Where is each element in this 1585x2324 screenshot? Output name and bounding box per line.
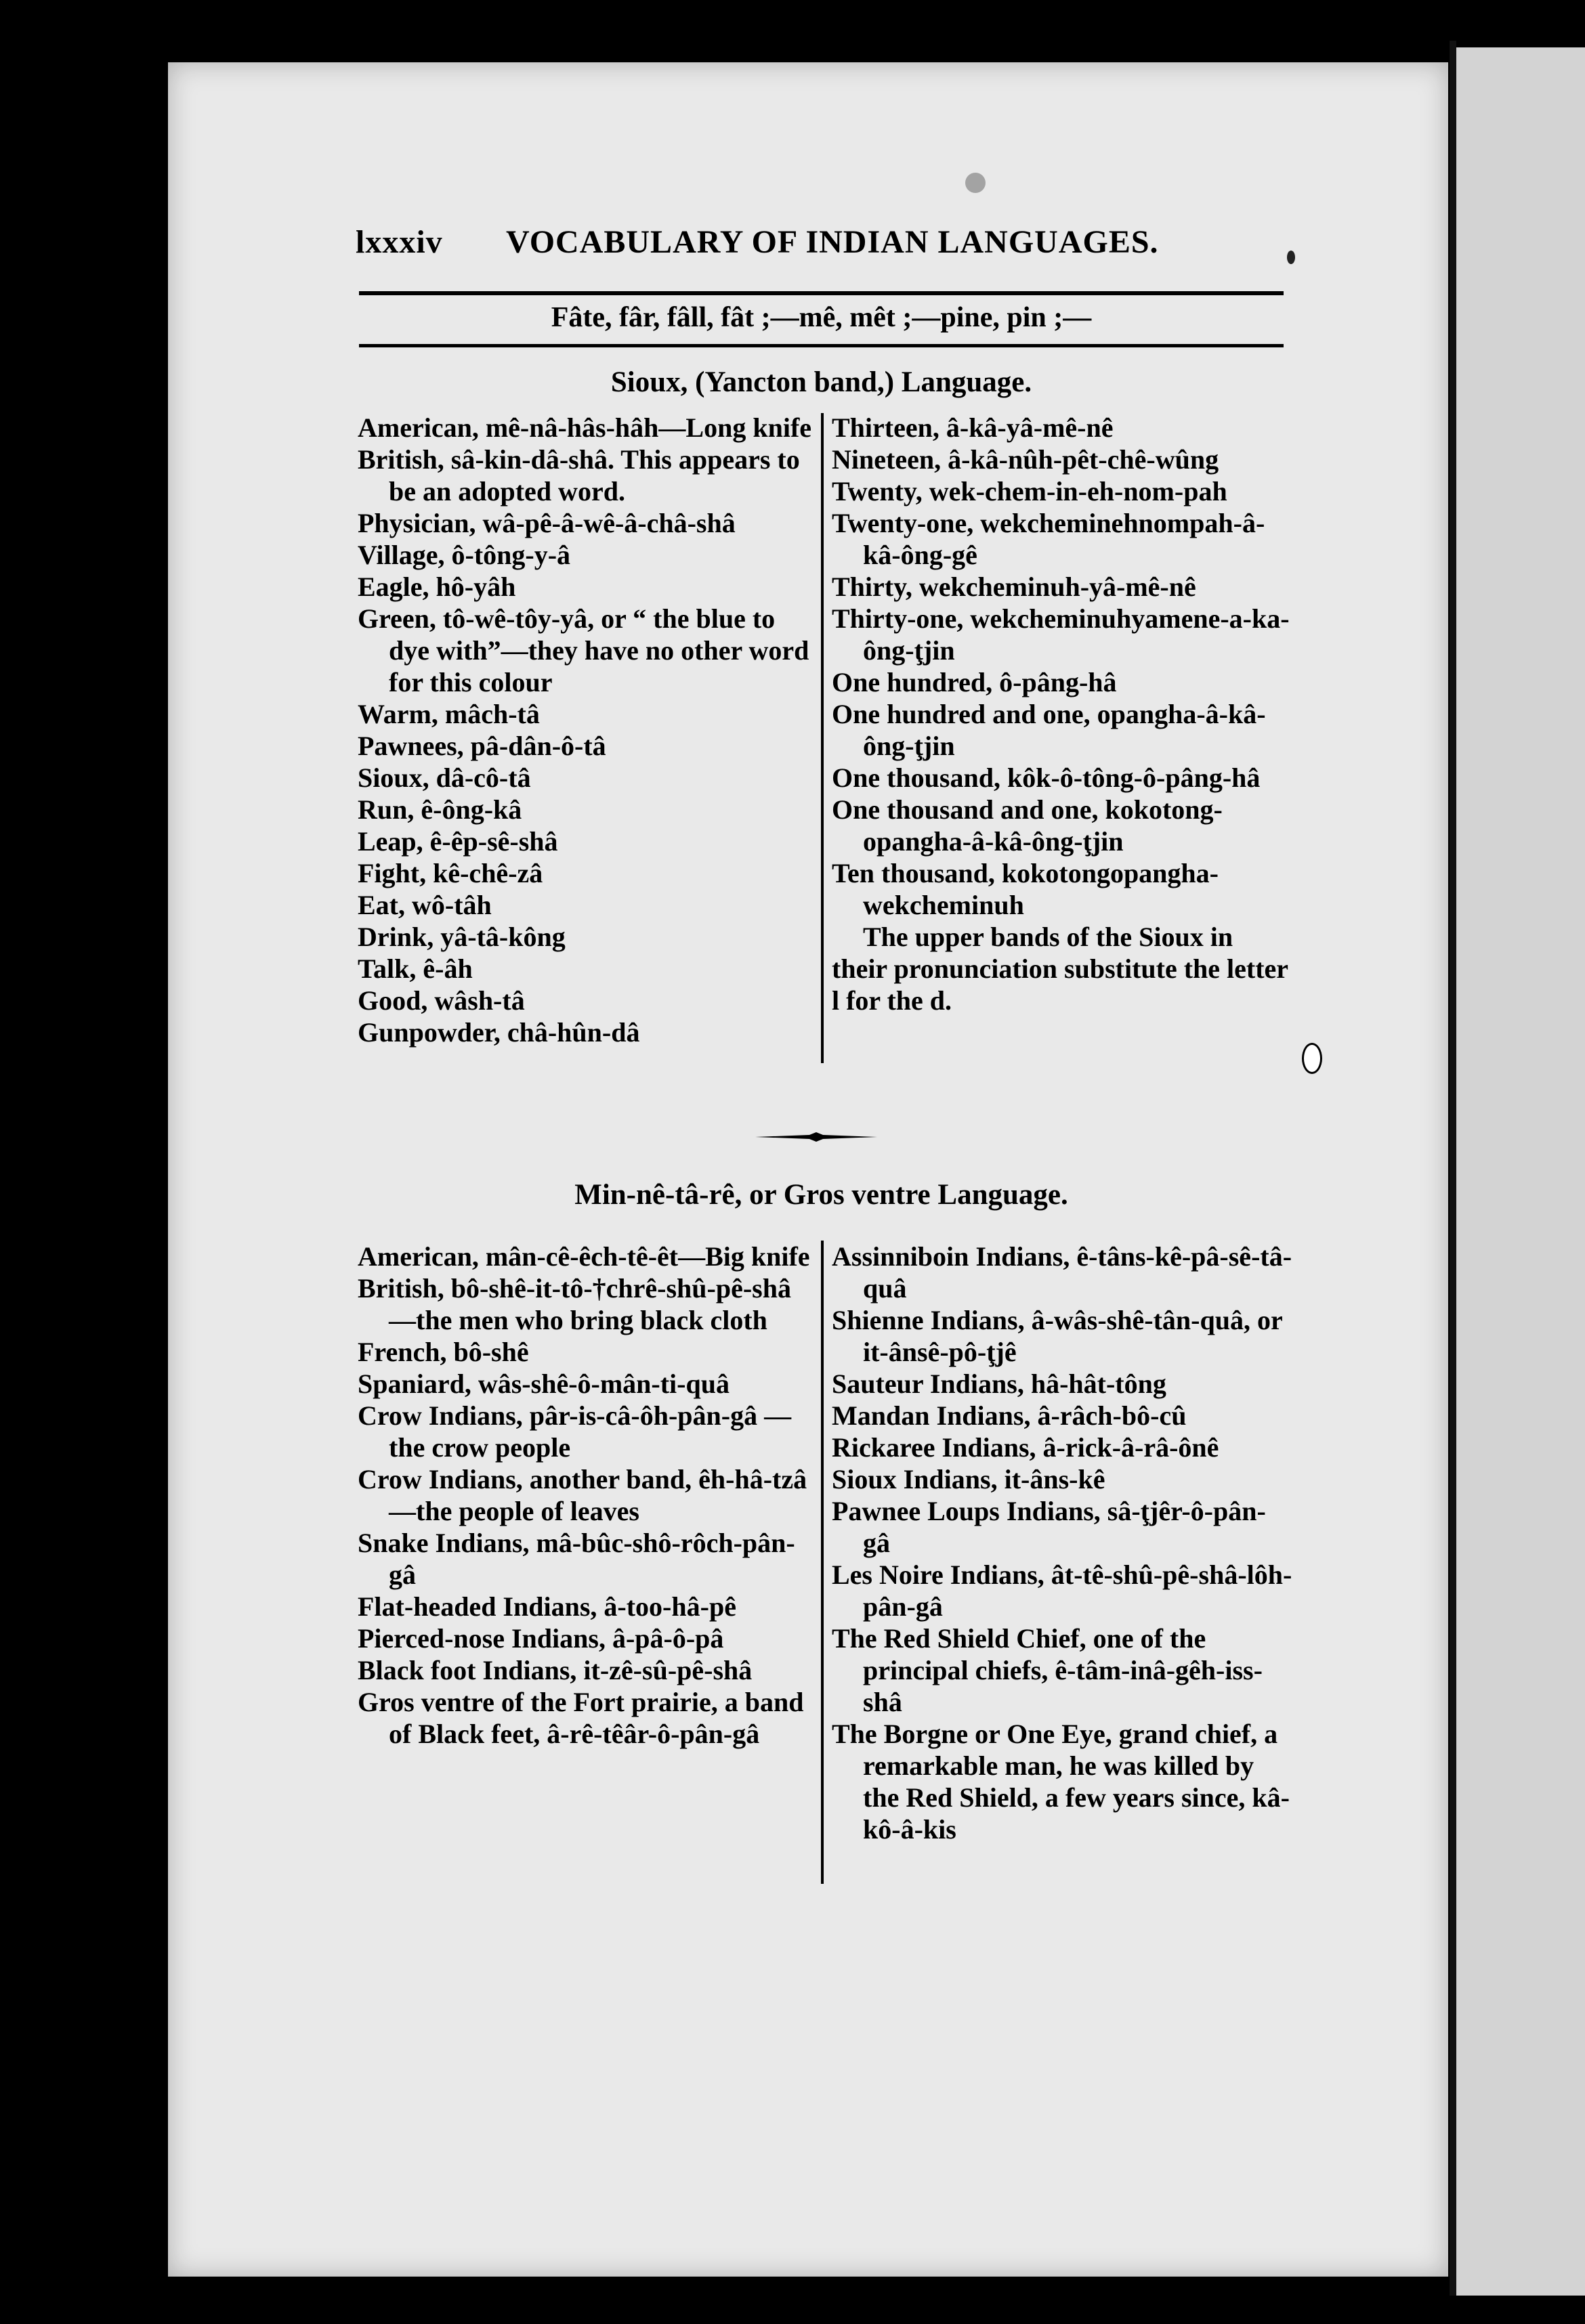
vocab-entry: British, bô-shê-it-tô-†chrê-shû-pê-shâ—the men who bring black cloth [358,1273,791,1335]
running-title: VOCABULARY OF INDIAN LANGUAGES. [506,224,1159,260]
vocab-entry: One hundred, ô-pâng-hâ [832,667,1117,697]
vocab-entry: Physician, wâ-pê-â-wê-â-châ-shâ [358,508,736,538]
vocab-entry: Fight, kê-chê-zâ [358,858,543,888]
ink-speck [965,173,986,193]
vocab-entry: Flat-headed Indians, â-too-hâ-pê [358,1591,736,1622]
sioux-right-column [832,412,1292,1016]
vocab-entry: British, sâ-kin-dâ-shâ. This appears to be an adopted word. [358,444,800,507]
vocab-entry: Thirteen, â-kâ-yâ-mê-nê [832,412,1114,443]
vocab-entry: Gros ventre of the Fort prairie, a band of Black feet, â-rê-têâr-ô-pân-gâ [358,1687,804,1749]
vocab-entry: Twenty-one, wekcheminehnompah-â-kâ-ông-gê [832,508,1265,570]
gros-ventre-left-column [358,1241,813,1750]
gros-ventre-section-heading: Min-nê-tâ-rê, or Gros ventre Language. [574,1179,1068,1211]
vocab-entry: Good, wâsh-tâ [358,985,525,1016]
vocab-entry: Pierced-nose Indians, â-pâ-ô-pâ [358,1623,724,1654]
vocab-entry: Drink, yâ-tâ-kông [358,922,566,952]
column-divider [821,413,824,1063]
vocab-entry: American, mân-cê-êch-tê-êt—Big knife [358,1241,810,1272]
vocab-entry: Sioux Indians, it-âns-kê [832,1464,1105,1494]
vocab-entry: Crow Indians, another band, êh-hâ-tzâ—the people of leaves [358,1464,807,1526]
vocab-entry: Talk, ê-âh [358,953,473,984]
page-gutter-shadow [1450,41,1456,2296]
vocab-entry: Ten thousand, kokotongopangha-wekcheminuh [832,858,1219,920]
vocab-entry: Crow Indians, pâr-is-câ-ôh-pân-gâ —the crow people [358,1400,792,1463]
vocab-entry: Gunpowder, châ-hûn-dâ [358,1017,640,1048]
column-divider [821,1241,824,1884]
vocab-entry: Thirty-one, wekcheminuhyamene-a-ka-ông-ţjin [832,603,1290,666]
vocab-entry: Black foot Indians, it-zê-sû-pê-shâ [358,1655,753,1685]
ink-speck [1302,1043,1322,1074]
vocab-entry: Warm, mâch-tâ [358,699,540,729]
vocab-entry: Shienne Indians, â-wâs-shê-tân-quâ, or it-ânsê-pô-ţjê [832,1305,1282,1367]
vocab-entry: Les Noire Indians, ât-tê-shû-pê-shâ-lôh-pân-gâ [832,1559,1292,1622]
page-header [356,223,1284,271]
page-number: lxxxiv [356,224,443,260]
vocab-entry: One thousand and one, kokotong-opangha-â-kâ-ông-ţjin [832,794,1223,857]
vocab-entry: Nineteen, â-kâ-nûh-pêt-chê-wûng [832,444,1219,475]
section-ornament [755,1132,877,1142]
vocab-entry: Eagle, hô-yâh [358,572,516,602]
sioux-left-column [358,412,813,1048]
vocab-entry: The Borgne or One Eye, grand chief, a remarkable man, he was killed by the Red Shield, a few years since, kâ-kô-â-kis [832,1719,1290,1845]
dialect-note: The upper bands of the Sioux in their pronunciation substitute the letter l for the d. [832,922,1288,1016]
vocab-entry: Snake Indians, mâ-bûc-shô-rôch-pân-gâ [358,1528,795,1590]
vocab-entry: The Red Shield Chief, one of the principal chiefs, ê-tâm-inâ-gêh-iss-shâ [832,1623,1263,1717]
vocab-entry: Rickaree Indians, â-rick-â-râ-ônê [832,1432,1219,1463]
vocab-entry: Run, ê-ông-kâ [358,794,522,825]
vocab-entry: Pawnee Loups Indians, sâ-ţjêr-ô-pân-gâ [832,1496,1266,1558]
vocab-entry: Twenty, wek-chem-in-eh-nom-pah [832,476,1227,507]
facing-page-edge [1456,47,1585,2296]
vocab-entry: One thousand, kôk-ô-tông-ô-pâng-hâ [832,762,1261,793]
vocab-entry: American, mê-nâ-hâs-hâh—Long knife [358,412,812,443]
vocab-entry: Leap, ê-êp-sê-shâ [358,826,558,857]
vocab-entry: Sioux, dâ-cô-tâ [358,762,531,793]
vocab-entry: Spaniard, wâs-shê-ô-mân-ti-quâ [358,1369,730,1399]
vocab-entry: Pawnees, pâ-dân-ô-tâ [358,731,606,761]
vocab-entry: Green, tô-wê-tôy-yâ, or “ the blue to dye with”—they have no other word for this colour [358,603,809,697]
vocab-entry: Thirty, wekcheminuh-yâ-mê-nê [832,572,1196,602]
vocab-entry: French, bô-shê [358,1337,529,1367]
pronunciation-key: Fâte, fâr, fâll, fât ;—mê, mêt ;—pine, pin ;— [551,302,1092,333]
bottom-rule [359,344,1284,347]
vocab-entry: One hundred and one, opangha-â-kâ-ông-ţjin [832,699,1266,761]
vocab-entry: Village, ô-tông-y-â [358,540,571,570]
vocab-entry: Eat, wô-tâh [358,890,492,920]
vocab-entry: Sauteur Indians, hâ-hât-tông [832,1369,1166,1399]
gros-ventre-right-column [832,1241,1292,1845]
top-rule [359,291,1284,295]
vocab-entry: Assinniboin Indians, ê-tâns-kê-pâ-sê-tâ-quâ [832,1241,1292,1304]
ink-speck [1287,251,1295,264]
sioux-section-heading: Sioux, (Yancton band,) Language. [610,366,1032,398]
vocab-entry: Mandan Indians, â-râch-bô-cû [832,1400,1187,1431]
